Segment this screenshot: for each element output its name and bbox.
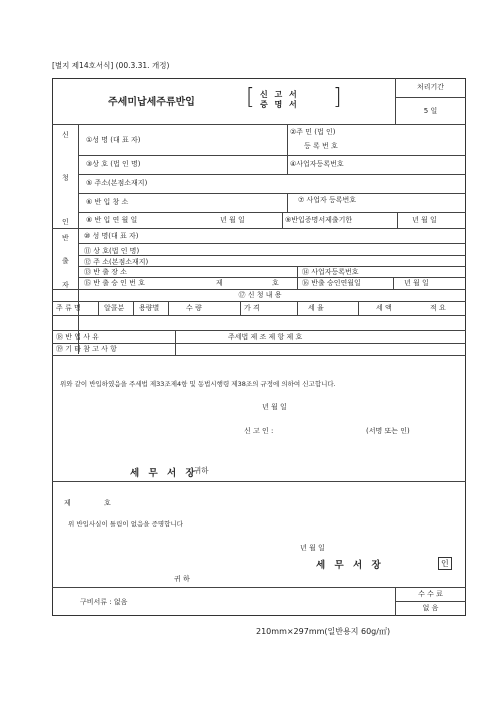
side-shipper-2: 출	[62, 257, 69, 265]
applicant-name-label: ①성 명 (대 표 자)	[86, 136, 141, 144]
line	[78, 155, 466, 156]
processing-period-label: 처리기간	[416, 83, 445, 91]
reason-label: ⑱ 반 입 사 유	[56, 333, 99, 341]
declaration-text: 위와 같이 반입하였음을 주세법 제33조제4항 및 동법시행령 제38조의 규정에 의하여 신고합니다.	[60, 380, 336, 388]
applicant-biz-reg-label: ④사업자등록번호	[290, 160, 344, 168]
cert-signer: 세 무 서 장	[316, 560, 384, 571]
approval-date-ymd: 년 월 일	[404, 279, 429, 287]
cert-deadline-ymd: 년 월 일	[412, 216, 437, 224]
line	[52, 355, 466, 356]
col-volume: 용량별	[139, 304, 160, 312]
shipper-trade-name-label: ⑪ 상 호(법 인 명)	[84, 247, 140, 255]
line	[52, 343, 466, 344]
period-line	[395, 97, 466, 98]
col-alcohol: 알콜분	[104, 304, 125, 312]
import-date-label: ⑧ 반 입 연 월 일	[86, 216, 138, 224]
line	[52, 124, 466, 125]
line	[52, 301, 466, 302]
shipper-biz-reg-label: ⑭ 사업자등록번호	[302, 268, 359, 276]
shipper-name-label: ⑩ 성 명(대 표 자)	[84, 232, 139, 240]
request-header: ⑰ 신 청 내 용	[238, 291, 282, 299]
applicant-address-label: ⑤ 주소(본점소재지)	[86, 179, 148, 187]
line	[78, 255, 466, 256]
attachments-label: 구비서류 : 없음	[80, 598, 128, 606]
side-applicant-2: 청	[62, 174, 69, 182]
approval-date-label: ⑯ 반출 승인연월일	[302, 279, 361, 287]
to-label: 귀 하	[174, 575, 190, 583]
cert-no-prefix: 제	[64, 499, 71, 507]
line	[52, 330, 466, 331]
side-applicant-3: 인	[62, 218, 69, 226]
col-quantity: 수 량	[186, 304, 202, 312]
line	[78, 266, 466, 267]
col-divider	[133, 301, 134, 315]
line	[78, 212, 466, 213]
import-date-ymd: 년 월 일	[220, 216, 245, 224]
title-stack	[260, 90, 299, 110]
shipper-place-label: ⑬ 반 출 장 소	[84, 268, 127, 276]
col-divider	[287, 193, 288, 212]
cert-no-suffix: 호	[104, 499, 111, 507]
shipper-address-label: ⑫ 주 소(본점소재지)	[84, 258, 149, 266]
line	[78, 277, 466, 278]
declaration-date: 년 월 일	[262, 403, 287, 411]
line	[52, 228, 466, 229]
other-label: ⑲ 기 타 참 고 사 항	[56, 345, 117, 353]
line	[52, 481, 466, 482]
approval-no-unit1: 제	[216, 279, 223, 287]
col-divider	[168, 301, 169, 315]
form-title: 주세미납세주류반입	[108, 97, 195, 108]
line	[78, 193, 466, 194]
line	[52, 289, 466, 290]
side-divider	[78, 124, 79, 354]
line	[78, 243, 466, 244]
declarant-signature: (서명 또는 인)	[366, 427, 410, 435]
applicant-trade-name-label: ③상 호 (법 인 명)	[86, 160, 141, 168]
addressee-tax-office: 세 무 서 장	[130, 468, 198, 479]
col-divider	[358, 301, 359, 315]
line	[52, 587, 466, 588]
warehouse-biz-reg-label: ⑦ 사업자 등록번호	[298, 196, 357, 204]
cert-text: 위 반입사실이 틀림이 없음을 증명합니다	[68, 520, 184, 528]
col-tax-rate: 세 율	[308, 304, 324, 312]
approval-no-label: ⑮ 반 출 승 인 번 호	[84, 279, 145, 287]
line	[78, 174, 466, 175]
col-divider	[175, 330, 176, 343]
right-bracket: ]	[333, 85, 342, 110]
col-divider	[297, 301, 298, 315]
col-divider	[397, 212, 398, 228]
processing-period-value: 5 일	[423, 107, 438, 115]
warehouse-label: ⑥ 반 입 창 소	[86, 198, 129, 206]
col-divider	[297, 266, 298, 277]
fee-line	[395, 601, 466, 602]
col-divider	[282, 212, 283, 228]
side-shipper-3: 자	[62, 281, 69, 289]
col-divider	[297, 277, 298, 289]
fee-label: 수 수 료	[418, 590, 443, 598]
declarant-label: 신 고 인 :	[244, 427, 274, 435]
col-tax-amount: 세 액	[376, 304, 392, 312]
col-divider	[393, 277, 394, 289]
reason-law-ref: 주세법 제 조 제 항 제 호	[228, 333, 303, 341]
seal-mark: 인	[438, 557, 452, 570]
col-divider	[240, 301, 241, 315]
applicant-id-label-1: ②주 민 (법 인)	[290, 128, 336, 136]
addressee-suffix: 귀하	[194, 466, 209, 475]
col-divider	[175, 343, 176, 355]
line	[52, 315, 466, 316]
cert-deadline-label: ⑨반입증명서제출기한	[285, 216, 353, 224]
col-remarks: 적 요	[430, 304, 446, 312]
side-shipper-1: 반	[62, 234, 69, 242]
left-bracket: [	[246, 85, 255, 110]
cert-date: 년 월 일	[300, 544, 325, 552]
title-certificate: 증 명 서	[260, 100, 299, 109]
title-report: 신 고 서	[260, 90, 299, 99]
paper-size: 210mm×297mm(일반용지 60g/㎡)	[256, 627, 391, 636]
col-liquor-name: 주 류 명	[56, 304, 81, 312]
col-price: 가 격	[244, 304, 260, 312]
applicant-id-label-2: 등 록 번 호	[304, 142, 338, 150]
col-divider	[98, 301, 99, 315]
form-number: [별지 제14호서식] (00.3.31. 개정)	[52, 61, 170, 70]
fee-value: 없 음	[422, 604, 439, 612]
side-applicant-1: 신	[62, 131, 69, 139]
approval-no-unit2: 호	[272, 279, 279, 287]
col-divider	[287, 124, 288, 174]
